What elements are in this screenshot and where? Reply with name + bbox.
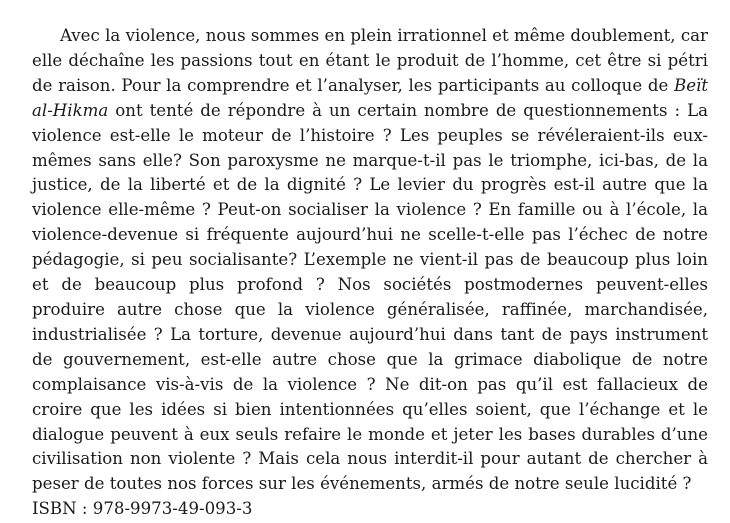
institution-name: Beït al-Hikma: [32, 75, 708, 120]
paragraph-text-part1: Avec la violence, nous sommes en plein irrationnel et même doublement, car elle déchaîne les passions tout en étant le produit de l’homme, cet être si pétri de raison. Pour la comprendre et l’analyser, les participants au colloque de: [32, 26, 708, 95]
document-page: [32, 24, 708, 522]
paragraph-text-part2: ont tenté de répondre à un certain nombre de questionnements : La violence est-elle le moteur de l’histoire ? Les peuples se révéleraient-ils eux-mêmes sans elle? Son paroxysme ne marque-t-il pas le triomphe, ici-bas, de la justice, de la liberté et de la dignité ? Le levier du progrès est-il autre que la violence elle-même ? Peut-on socialiser la violence ? En famille ou à l’école, la violence-devenue si fréquente aujourd’hui ne scelle-t-elle pas l’échec de notre pédagogie, si peu socialisante? L’exemple ne vient-il pas de beaucoup plus loin et de beaucoup plus profond ? Nos sociétés postmodernes peuvent-elles produire autre chose que la violence généralisée, raffinée, marchandisée, industrialisée ? La torture, devenue aujourd’hui dans tant de pays instrument de gouvernement, est-elle autre chose que la grimace diabolique de notre complaisance vis-à-vis de la violence ? Ne dit-on pas qu’il est fallacieux de croire que les idées si bien intentionnées qu’elles soient, que l’échange et le dialogue peuvent à eux seuls refaire le monde et jeter les bases durables d’une civilisation non violente ? Mais cela nous interdit-il pour autant de chercher à peser de toutes nos forces sur les événements, armés de notre seule lucidité ?: [32, 100, 708, 494]
body-paragraph: [32, 24, 708, 497]
isbn-line: ISBN : 978-9973-49-093-3: [32, 499, 253, 519]
